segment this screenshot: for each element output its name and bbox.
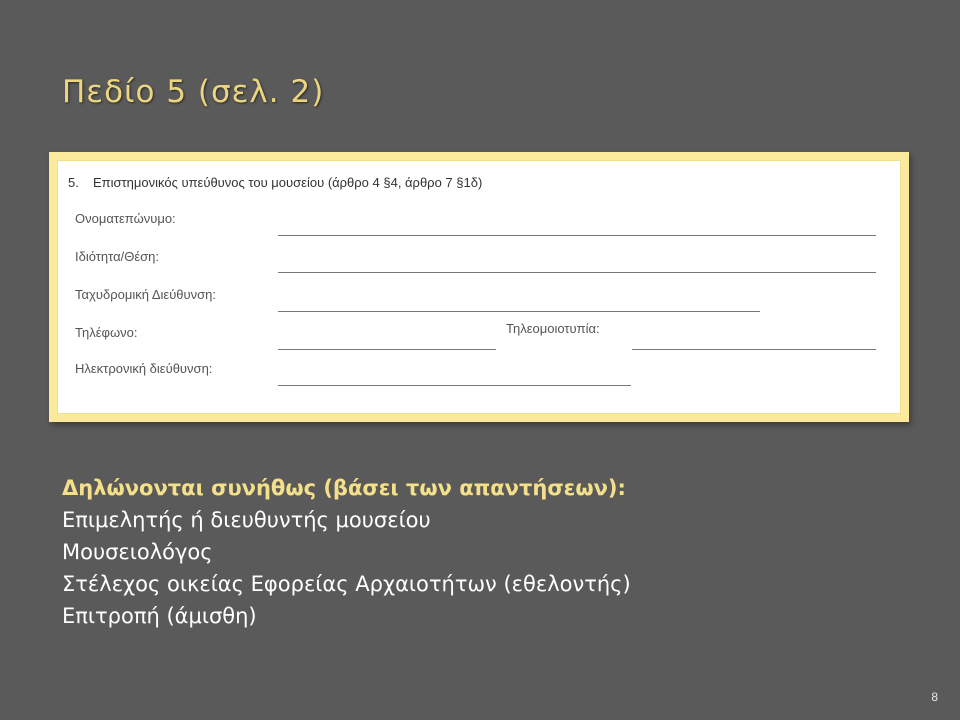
list-item: Επιμελητής ή διευθυντής μουσείου bbox=[62, 508, 431, 532]
list-item: Στέλεχος οικείας Εφορείας Αρχαιοτήτων (εθελοντής) bbox=[62, 572, 631, 596]
phone-field[interactable] bbox=[278, 349, 496, 350]
notes-lead: Δηλώνονται συνήθως (βάσει των απαντήσεων): bbox=[62, 476, 626, 500]
list-item: Μουσειολόγος bbox=[62, 540, 213, 564]
slide-title: Πεδίο 5 (σελ. 2) bbox=[62, 74, 325, 110]
email-field[interactable] bbox=[278, 385, 631, 386]
fax-field[interactable] bbox=[632, 349, 876, 350]
page-number: 8 bbox=[931, 690, 938, 704]
address-label: Ταχυδρομική Διεύθυνση: bbox=[75, 287, 217, 302]
form-heading-title: Επιστημονικός υπεύθυνος του μουσείου bbox=[93, 175, 325, 190]
form-heading-note: (άρθρο 4 §4, άρθρο 7 §1δ) bbox=[327, 175, 483, 190]
email-label: Ηλεκτρονική διεύθυνση: bbox=[75, 361, 213, 376]
form-heading bbox=[68, 175, 482, 190]
list-item: Επιτροπή (άμισθη) bbox=[62, 604, 257, 628]
phone-label: Τηλέφωνο: bbox=[75, 325, 138, 340]
form-field-5 bbox=[57, 160, 901, 414]
fax-label: Τηλεομοιοτυπία: bbox=[506, 321, 600, 336]
name-field[interactable] bbox=[278, 235, 876, 236]
name-label: Ονοματεπώνυμο: bbox=[75, 211, 176, 226]
form-field-number: 5. bbox=[68, 175, 79, 190]
role-field[interactable] bbox=[278, 272, 876, 273]
form-image-frame bbox=[49, 152, 909, 422]
role-label: Ιδιότητα/Θέση: bbox=[75, 249, 159, 264]
address-field[interactable] bbox=[278, 311, 760, 312]
notes-list bbox=[62, 472, 631, 632]
